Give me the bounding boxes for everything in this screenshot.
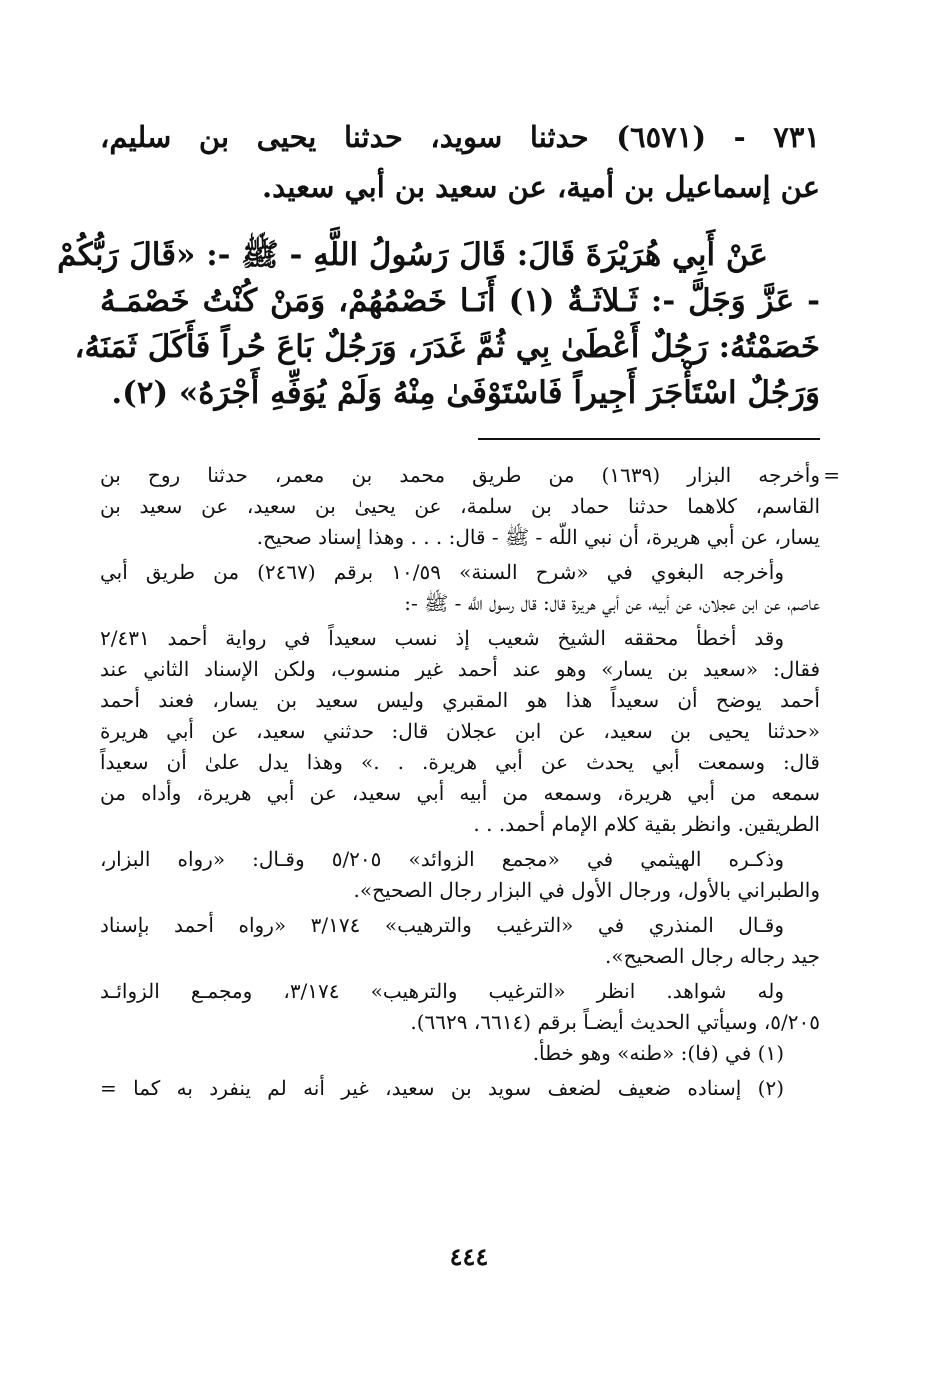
footnote-line: «حدثنا يحيى بن سعيد، عن ابن عجلان قال: حدثني سعيد، عن أبي هريرة [100,719,820,743]
footnote-line: القاسم، كلاهما حدثنا حماد بن سلمة، عن يحيىٰ بن سعيد، عن سعيد بن [100,494,820,518]
footnote-line: قال: وسمعت أبي يحدث عن أبي هريرة. . .» وهذا يدل علىٰ أن سعيداً [100,750,820,774]
footnote-line: ٥/٢٠٥، وسيأتي الحديث أيضـاً برقم (٦٦١٤، ٦٦٢٩). [410,1010,820,1034]
footnote-line: وأخرجه البزار (١٦٣٩) من طريق محمد بن معمر، حدثنا روح بن [100,463,820,487]
footnote-paragraph [100,910,820,972]
hadith-header-line: عن إسماعيل بن أمية، عن سعيد بن أبي سعيد. [262,170,820,204]
hadith-text-line: خَصَمْتُهُ: رَجُلٌ أَعْطَىٰ بِي ثُمَّ غَدَرَ، وَرَجُلٌ بَاعَ حُراً فَأَكَلَ ثَمَنَهُ، [74,329,820,365]
footnote-line: وذكـره الهيثمي في «مجمع الزوائد» ٥/٢٠٥ وقـال: «رواه البزار، [100,847,784,871]
footnote-line: الطريقين. وانظر بقية كلام الإمام أحمد. . . [473,812,820,836]
footnote-note-1 [100,1038,820,1069]
footnote-paragraph [100,623,820,840]
footnote-line: سمعه من أبي هريرة، وسمعه من أبيه أبي سعيد، عن أبي هريرة، وأداه من [100,781,820,805]
footnote-divider [478,438,820,440]
footnotes [100,460,840,1104]
hadith-text-line: - عَزَّ وَجَلَّ -: ثَـلاثَـةٌ (١) أَنَـا خَصْمُهُمْ، وَمَنْ كُنْتُ خَصْمَـهُ [100,283,820,319]
page-number: ٤٤٤ [449,1242,489,1271]
footnote-line: وله شواهد. انظر «الترغيب والترهيب» ٣/١٧٤، ومجمـع الزوائـد [100,979,784,1003]
continuation-mark: = [823,463,840,487]
hadith-text-line: عَنْ أَبِي هُرَيْرَةَ قَالَ: قَالَ رَسُولُ اللَّهِ - ﷺ -: «قَالَ رَبُّكُمْ [57,237,768,273]
footnote-paragraph [100,976,820,1038]
footnote-line: والطبراني بالأول، ورجال الأول في البزار رجال الصحيح». [353,878,820,902]
footnote-line: يسار، عن أبي هريرة، أن نبي اللَّه - ﷺ - قال: . . . وهذا إسناد صحيح. [256,525,820,549]
footnote-line: وقـال المنذري في «الترغيب والترهيب» ٣/١٧٤ «رواه أحمد بإسناد [100,913,784,937]
hadith-text [57,232,820,416]
footnote-line: (٢) إسناده ضعيف لضعف سويد بن سعيد، غير أنه لم ينفرد به كما = [100,1076,784,1100]
footnote-line: عاصم، عن ابن عجلان، عن أبيه، عن أبي هريرة قال: قال رسول اللَّه - ﷺ -: [404,591,820,615]
footnote-line: وأخرجه البغوي في «شرح السنة» ١٠/٥٩ برقم (٢٤٦٧) من طريق أبي [100,560,784,584]
footnote-line: أحمد يوضح أن سعيداً هذا هو المقبري وليس سعيد بن يسار، فعند أحمد [100,688,820,712]
hadith-header-line: ٧٣١ - (٦٥٧١) حدثنا سويد، حدثنا يحيى بن سليم، [100,120,820,154]
hadith-text-line: وَرَجُلٌ اسْتَأْجَرَ أَجِيراً فَاسْتَوْفَىٰ مِنْهُ وَلَمْ يُوَفِّهِ أَجْرَهُ» (٢). [111,375,820,411]
footnote-line: وقد أخطأ محققه الشيخ شعيب إذ نسب سعيداً في رواية أحمد ٢/٤٣١ [100,626,784,650]
footnote-note-2 [100,1073,820,1104]
footnote-line: جيد رجاله رجال الصحيح». [605,944,820,968]
hadith-header [100,112,820,212]
footnote-paragraph [100,557,820,619]
footnote-line: (١) في (فا): «طنه» وهو خطأ. [532,1041,784,1065]
footnote-paragraph [100,844,820,906]
document-page [57,112,840,1104]
footnote-paragraph [100,460,820,553]
footnote-line: فقال: «سعيد بن يسار» وهو عند أحمد غير منسوب، ولكن الإسناد الثاني عند [100,657,820,681]
